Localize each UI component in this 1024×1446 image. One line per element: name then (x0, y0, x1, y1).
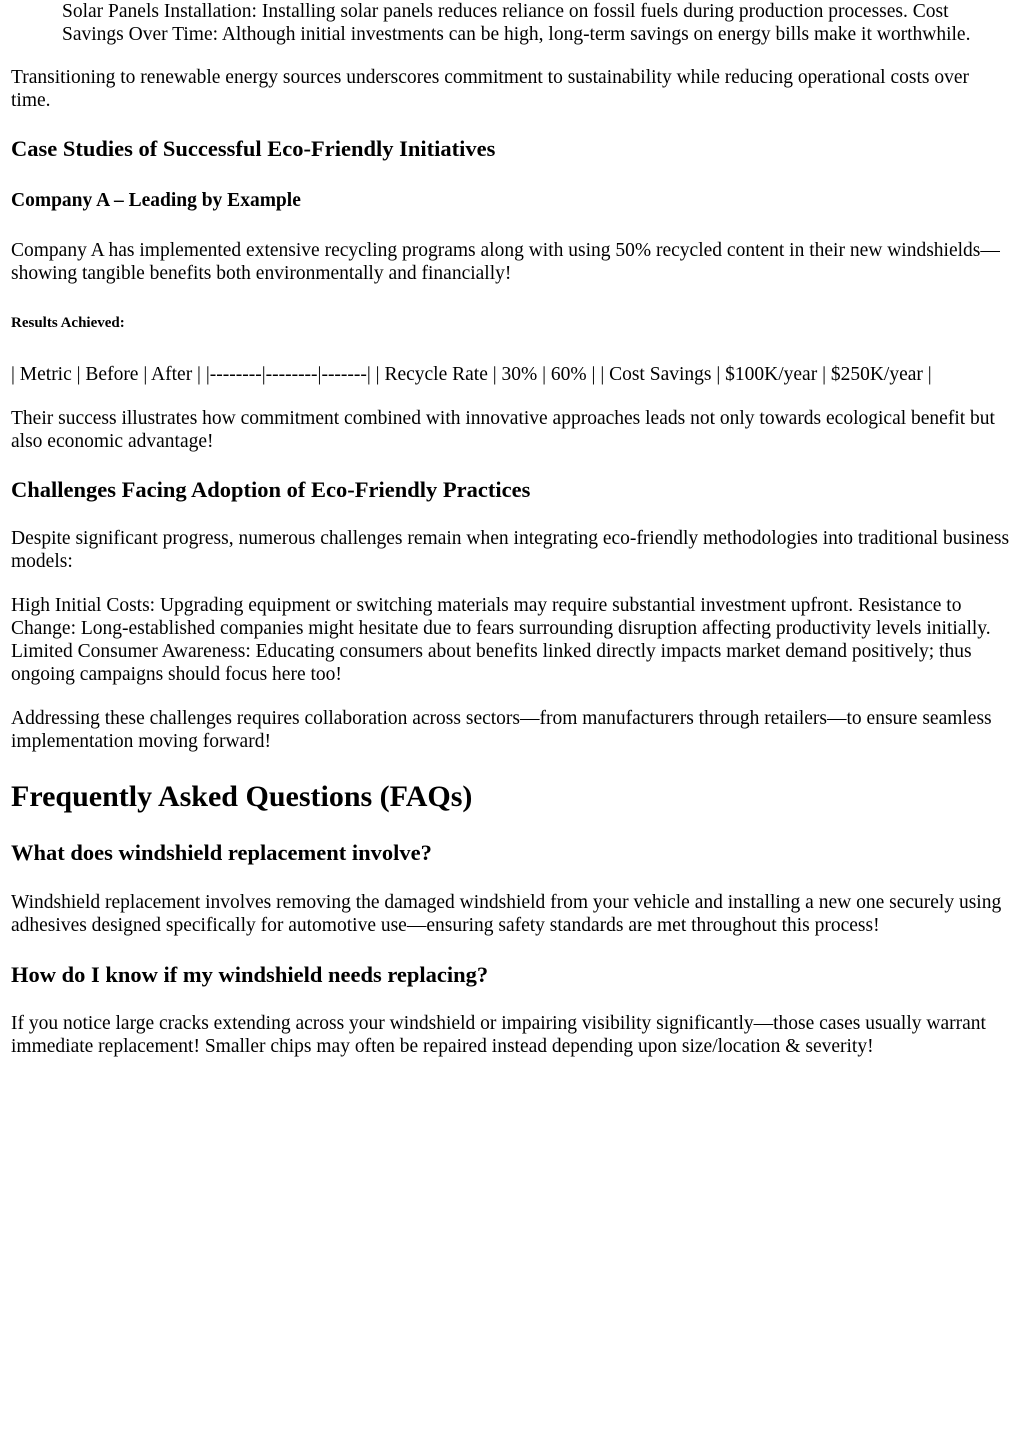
paragraph-despite: Despite significant progress, numerous challenges remain when integrating eco-friendly methodologies into traditional business models: (11, 528, 1010, 572)
heading-results-achieved: Results Achieved: (11, 315, 125, 331)
paragraph-costs: High Initial Costs: Upgrading equipment or switching materials may require substantial investment upfront. Resistance to Change: Long-established companies might hesitate due to fears surrounding disruption affecting productivity levels initially. Limited Consumer Awareness: Educating consumers about benefits linked directly impacts market demand positively; thus ongoing campaigns should focus here too! (11, 595, 991, 685)
faq-question: How do I know if my windshield needs replacing? (11, 962, 489, 987)
paragraph-transition: Transitioning to renewable energy sources underscores commitment to sustainability while reducing operational costs over time. (11, 67, 969, 111)
paragraph-addressing: Addressing these challenges requires collaboration across sectors—from manufacturers through retailers—to ensure seamless implementation moving forward! (11, 708, 992, 752)
paragraph-company-a: Company A has implemented extensive recycling programs along with using 50% recycled content in their new windshields—showing tangible benefits both environmentally and financially! (11, 240, 1000, 284)
results-table-text: | Metric | Before | After | |--------|--------|-------| | Recycle Rate | 30% | 60% | | Cost Savings | $100K/year | $250K/year | (11, 364, 932, 385)
heading-challenges: Challenges Facing Adoption of Eco-Friendly Practices (11, 477, 531, 502)
paragraph-success: Their success illustrates how commitment combined with innovative approaches leads not only towards ecological benefit but also economic advantage! (11, 408, 995, 452)
heading-case-studies: Case Studies of Successful Eco-Friendly Initiatives (11, 136, 496, 161)
heading-faqs: Frequently Asked Questions (FAQs) (11, 780, 473, 813)
faq-answer: Windshield replacement involves removing the damaged windshield from your vehicle and installing a new one securely using adhesives designed specifically for automotive use—ensuring safety standards are met throughout this process! (11, 892, 1002, 936)
heading-company-a: Company A – Leading by Example (11, 190, 301, 211)
list-item-solar-panels: Solar Panels Installation: Installing solar panels reduces reliance on fossil fuels during production processes. Cost Savings Over Time: Although initial investments can be high, long-term savings on energy bills make it worthwhile. (62, 1, 971, 45)
faq-question: What does windshield replacement involve? (11, 840, 432, 865)
faq-answer: If you notice large cracks extending across your windshield or impairing visibility significantly—those cases usually warrant immediate replacement! Smaller chips may often be repaired instead depending upon size/location & severity! (11, 1013, 986, 1057)
